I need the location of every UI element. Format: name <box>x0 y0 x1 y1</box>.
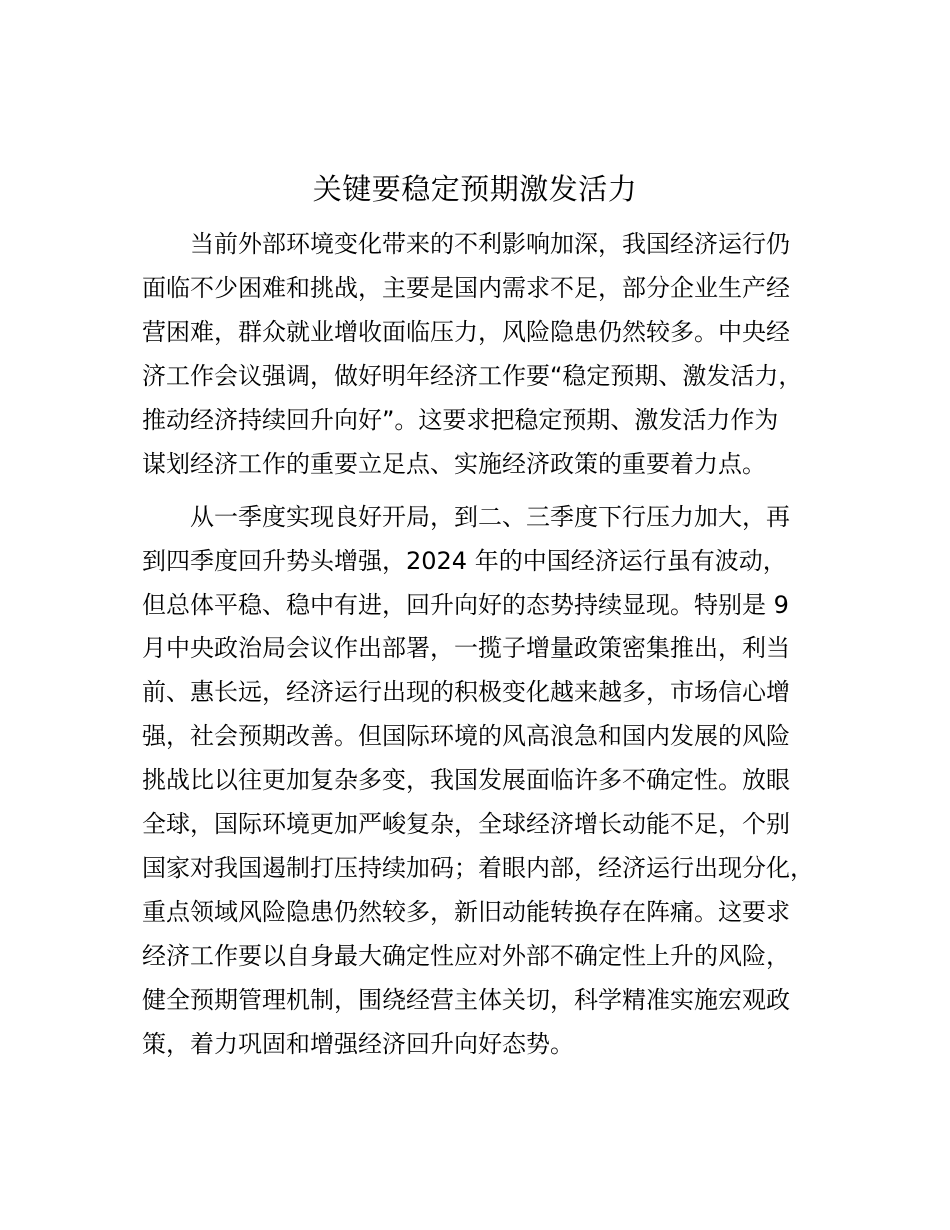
paragraph-line: 健全预期管理机制，围绕经营主体关切，科学精准实施宏观政 <box>142 986 790 1014</box>
paragraph-line: 强，社会预期改善。但国际环境的风高浪急和国内发展的风险 <box>142 722 790 750</box>
paragraph-line: 面临不少困难和挑战，主要是国内需求不足，部分企业生产经 <box>142 274 790 302</box>
paragraph-line: 谋划经济工作的重要立足点、实施经济政策的重要着力点。 <box>142 450 766 478</box>
paragraph-line: 到四季度回升势头增强，2024 年的中国经济运行虽有波动， <box>142 547 787 575</box>
paragraph-line: 济工作会议强调，做好明年经济工作要“稳定预期、激发活力， <box>142 362 803 390</box>
paragraph-line: 重点领域风险隐患仍然较多，新旧动能转换存在阵痛。这要求 <box>142 898 790 926</box>
paragraph-line: 全球，国际环境更加严峻复杂，全球经济增长动能不足，个别 <box>142 810 790 838</box>
paragraph-line: 挑战比以往更加复杂多变，我国发展面临许多不确定性。放眼 <box>142 766 790 794</box>
paragraph-line: 营困难，群众就业增收面临压力，风险隐患仍然较多。中央经 <box>142 318 790 346</box>
paragraph-line: 策，着力巩固和增强经济回升向好态势。 <box>142 1030 574 1058</box>
document-title: 关键要稳定预期激发活力 <box>312 172 638 206</box>
paragraph-line: 月中央政治局会议作出部署，一揽子增量政策密集推出，利当 <box>142 634 790 662</box>
paragraph-line: 国家对我国遏制打压持续加码；着眼内部，经济运行出现分化， <box>142 854 814 882</box>
paragraph-line: 推动经济持续回升向好”。这要求把稳定预期、激发活力作为 <box>142 406 779 434</box>
paragraph-line: 经济工作要以自身最大确定性应对外部不确定性上升的风险， <box>142 942 790 970</box>
paragraph-line: 从一季度实现良好开局，到二、三季度下行压力加大，再 <box>190 503 790 531</box>
paragraph-line: 当前外部环境变化带来的不利影响加深，我国经济运行仍 <box>190 230 790 258</box>
paragraph-line: 前、惠长远，经济运行出现的积极变化越来越多，市场信心增 <box>142 678 790 706</box>
paragraph-line: 但总体平稳、稳中有进，回升向好的态势持续显现。特别是 9 <box>142 591 789 619</box>
